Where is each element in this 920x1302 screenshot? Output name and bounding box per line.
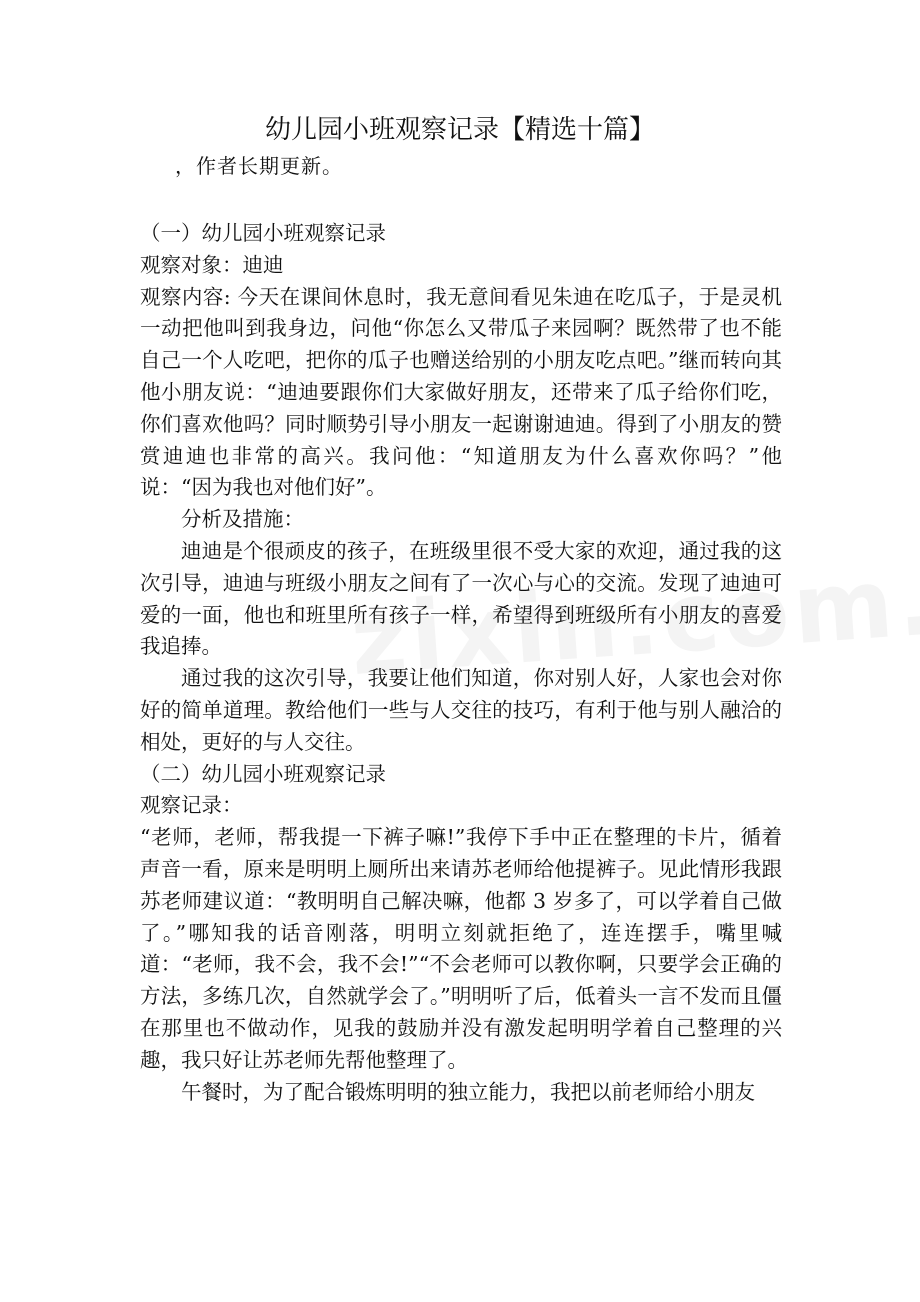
observation-record-label: 观察记录： [140, 793, 243, 818]
section-heading-2: （二）幼儿园小班观察记录 [140, 761, 386, 786]
document-title: 幼儿园小班观察记录【精选十篇】 [264, 115, 655, 145]
lunch-paragraph: 午餐时，为了配合锻炼明明的独立能力，我把以前老师给小朋友 [181, 1079, 755, 1104]
observation-record-paragraph: “老师，老师，帮我提一下裤子嘛!”我停下手中正在整理的卡片，循着声音一看，原来是明明上厕所出来请苏老师给他提裤子。见此情形我跟苏老师建议道：“教明明自己解决嘛，他都 3 岁多了，可以学着自己做了。”哪知我的话音刚落，明明立刻就拒绝了，连连摆手，嘴里喊道：“老师，我不会，我不会!”“不会老师可以教你啊，只要学会正确的方法，多练几次，自然就学会了。”明明听了后，低着头一言不发而且僵在那里也不做动作，见我的鼓励并没有激发起明明学着自己整理的兴趣，我只好让苏老师先帮他整理了。 [140, 825, 782, 1072]
analysis-paragraph: 迪迪是个很顽皮的孩子，在班级里很不受大家的欢迎，通过我的这次引导，迪迪与班级小朋友之间有了一次心与心的交流。发现了迪迪可爱的一面，他也和班里所有孩子一样，希望得到班级所有小朋友的喜爱我追捧。 [140, 538, 782, 659]
section-heading-1: （一）幼儿园小班观察记录 [140, 221, 386, 245]
document-body [140, 218, 782, 1108]
observation-subject: 观察对象：迪迪 [140, 252, 284, 277]
document-subtitle: ，作者长期更新。 [175, 154, 343, 178]
analysis-heading: 分析及措施： [181, 507, 304, 532]
measures-paragraph: 通过我的这次引导，我要让他们知道，你对别人好，人家也会对你好的简单道理。教给他们一些与人交往的技巧，有利于他与别人融洽的相处，更好的与人交往。 [140, 666, 782, 754]
observation-content: 观察内容: 今天在课间休息时，我无意间看见朱迪在吃瓜子，于是灵机一动把他叫到我身边，问他“你怎么又带瓜子来园啊？既然带了也不能自己一个人吃吧，把你的瓜子也赠送给别的小朋友吃点吧。”继而转向其他小朋友说：“迪迪要跟你们大家做好朋友，还带来了瓜子给你们吃，你们喜欢他吗？同时顺势引导小朋友一起谢谢迪迪。得到了小朋友的赞赏迪迪也非常的高兴。我问他：“知道朋友为什么喜欢你吗？”他说：“因为我也对他们好”。 [140, 284, 782, 500]
